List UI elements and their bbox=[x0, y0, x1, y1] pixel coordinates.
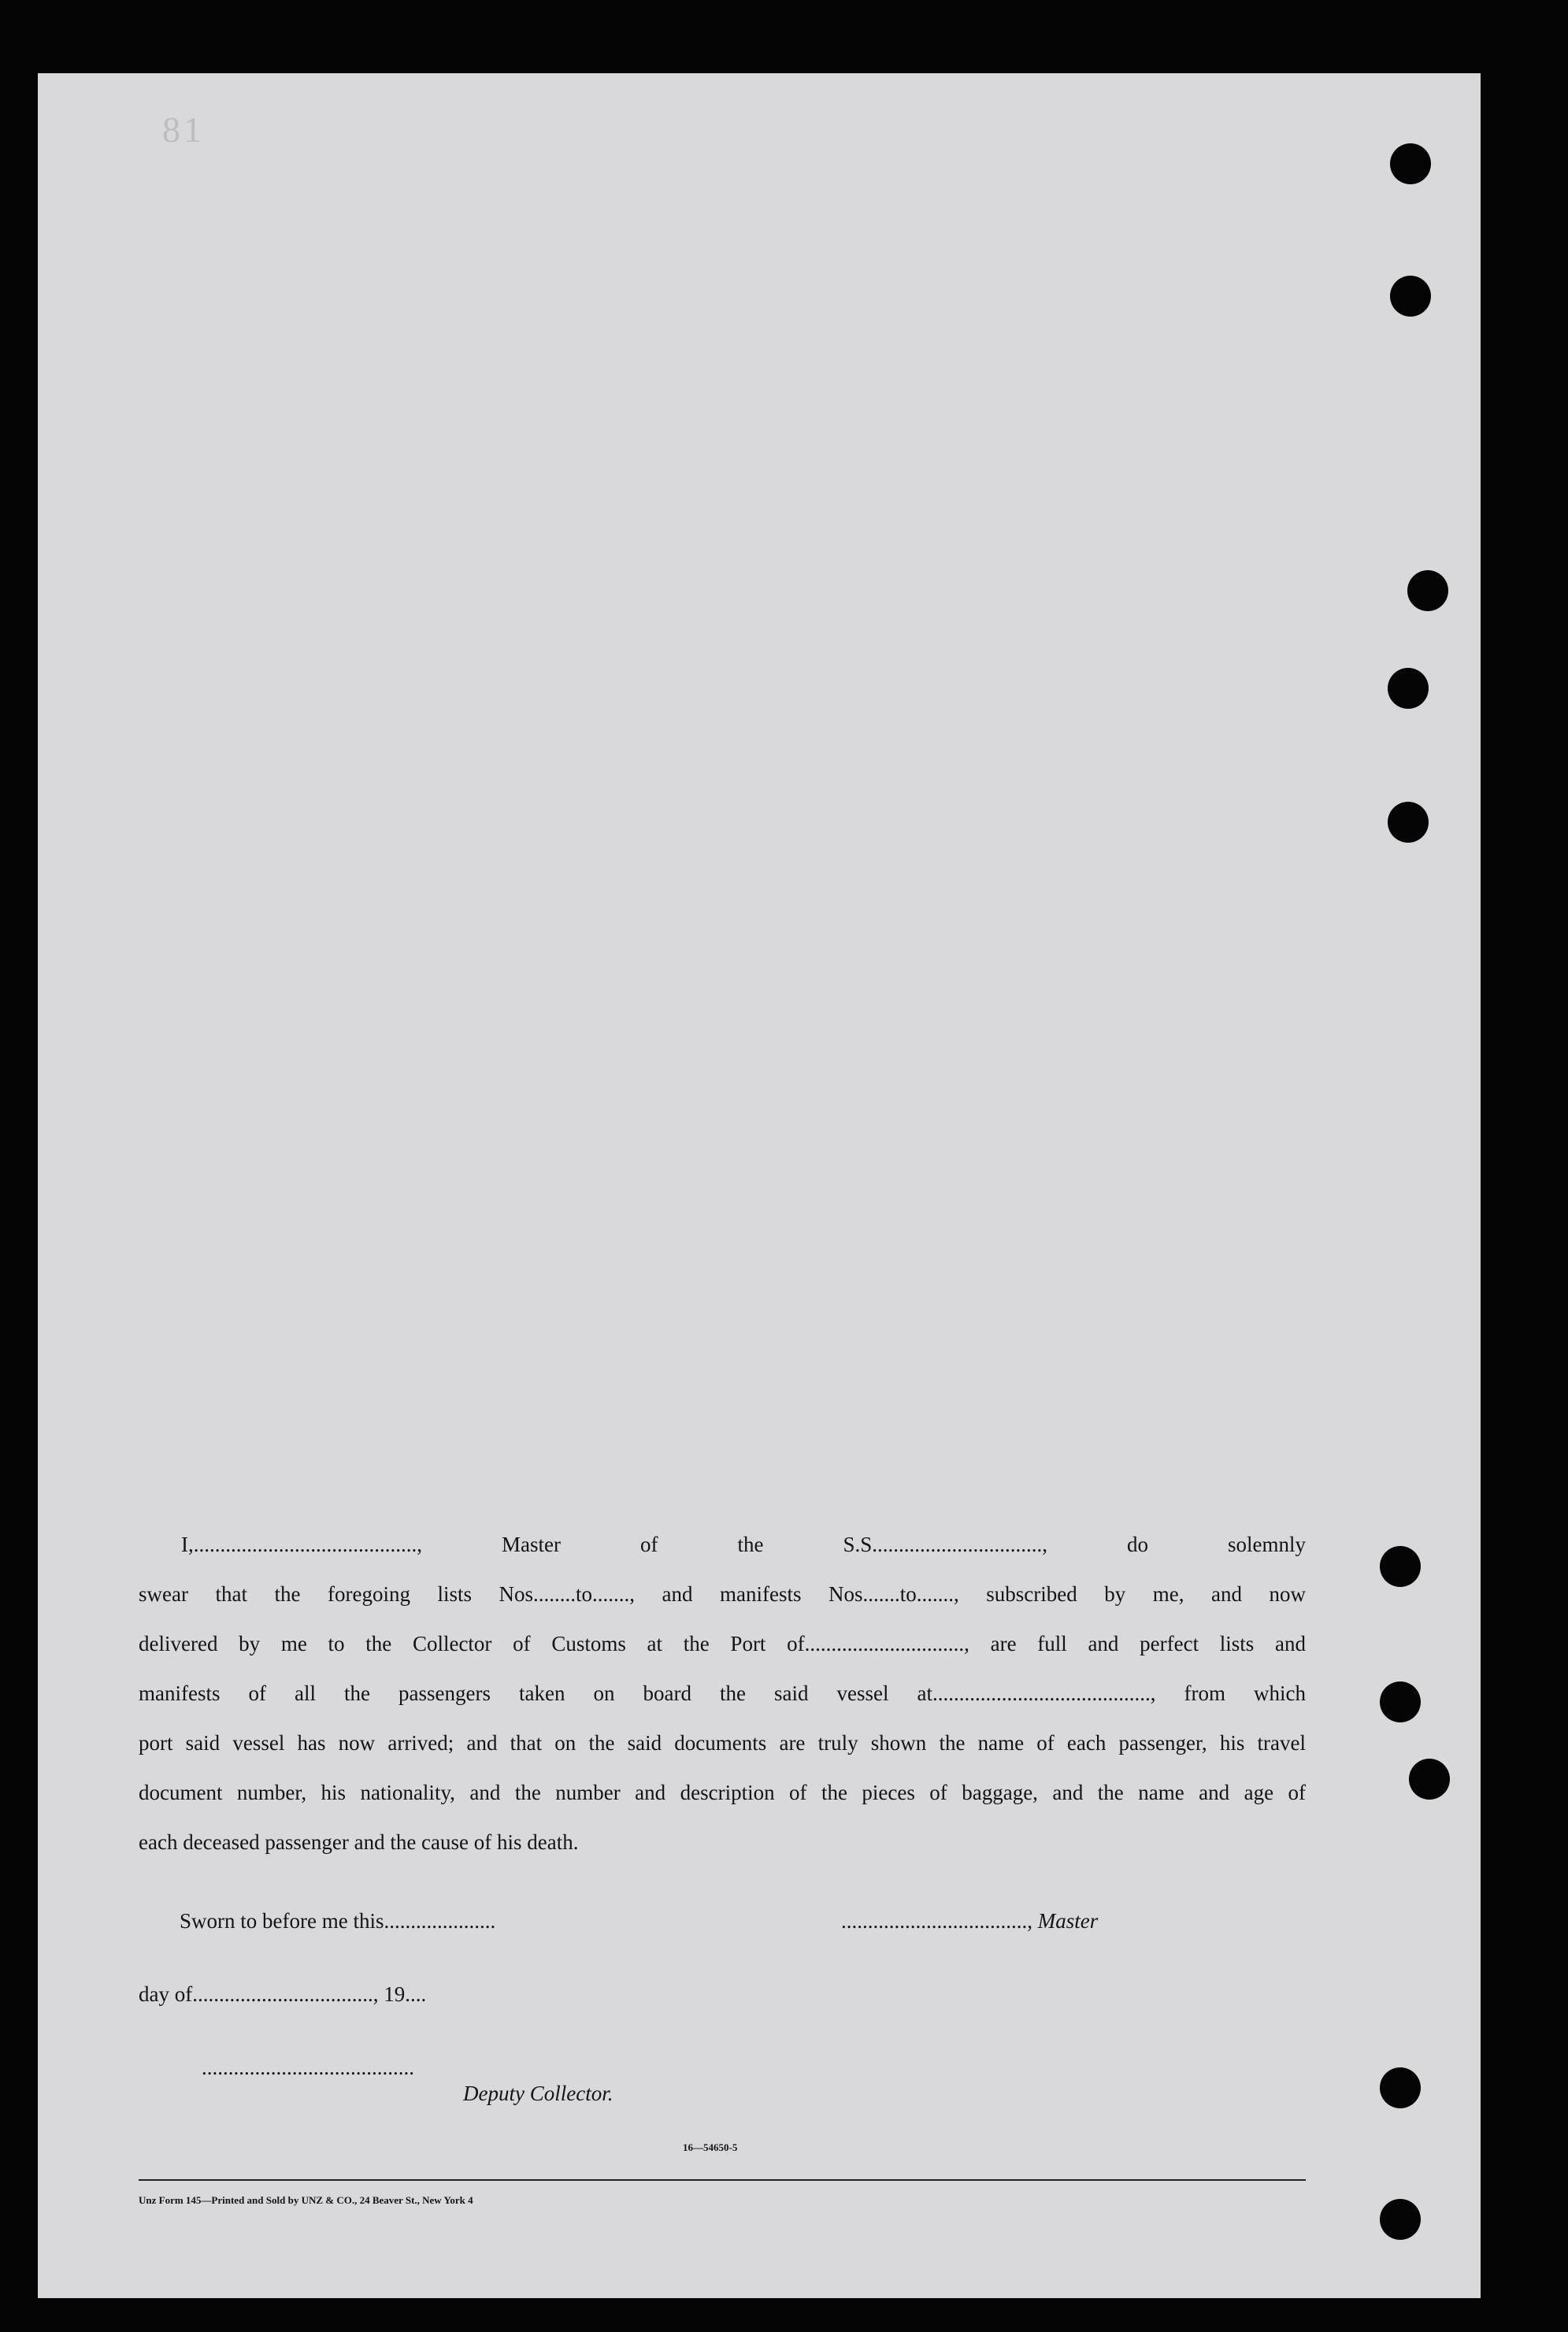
punch-hole bbox=[1388, 802, 1429, 843]
oath-line: port said vessel has now arrived; and that on the said documents are truly shown the name of each passenger, his travel bbox=[139, 1731, 1306, 1755]
master-label: Master bbox=[1037, 1909, 1099, 1933]
punch-hole bbox=[1380, 1681, 1421, 1722]
oath-line: swear that the foregoing lists Nos........to......., and manifests Nos.......to......., subscribed by me, and now bbox=[139, 1582, 1306, 1606]
punch-hole bbox=[1390, 276, 1431, 317]
punch-hole bbox=[1388, 668, 1429, 709]
punch-hole bbox=[1407, 570, 1448, 611]
form-code: 16—54650-5 bbox=[683, 2141, 738, 2153]
day-line: day of.................................., 19.... bbox=[139, 1982, 427, 2006]
sworn-line: Sworn to before me this..................... bbox=[180, 1909, 496, 1933]
punch-hole bbox=[1409, 1759, 1450, 1800]
punch-hole bbox=[1380, 1546, 1421, 1587]
punch-hole bbox=[1380, 2199, 1421, 2240]
document-page bbox=[38, 73, 1481, 2298]
punch-hole bbox=[1390, 143, 1431, 184]
deputy-collector-label: Deputy Collector. bbox=[463, 2082, 613, 2105]
oath-line: document number, his nationality, and the number and description of the pieces of baggage, and the name and age of bbox=[139, 1781, 1306, 1804]
oath-line: manifests of all the passengers taken on board the said vessel at........................................., from which bbox=[139, 1681, 1306, 1705]
printer-footer: Unz Form 145—Printed and Sold by UNZ & CO., 24 Beaver St., New York 4 bbox=[139, 2194, 473, 2206]
faint-page-mark: 81 bbox=[162, 109, 205, 150]
punch-hole bbox=[1380, 2067, 1421, 2108]
footer-rule bbox=[139, 2179, 1306, 2181]
oath-paragraph bbox=[139, 1520, 1306, 1867]
oath-line: delivered by me to the Collector of Customs at the Port of.............................., are full and perfect lists and bbox=[139, 1632, 1306, 1655]
deputy-signature-dots: ........................................ bbox=[202, 2056, 414, 2079]
master-signature-line bbox=[841, 1909, 1098, 1933]
oath-line: each deceased passenger and the cause of his death. bbox=[139, 1830, 579, 1854]
master-dots: ..................................., bbox=[841, 1909, 1032, 1933]
oath-line: I,.........................................., Master of the S.S................................, do solemnly bbox=[181, 1533, 1306, 1556]
